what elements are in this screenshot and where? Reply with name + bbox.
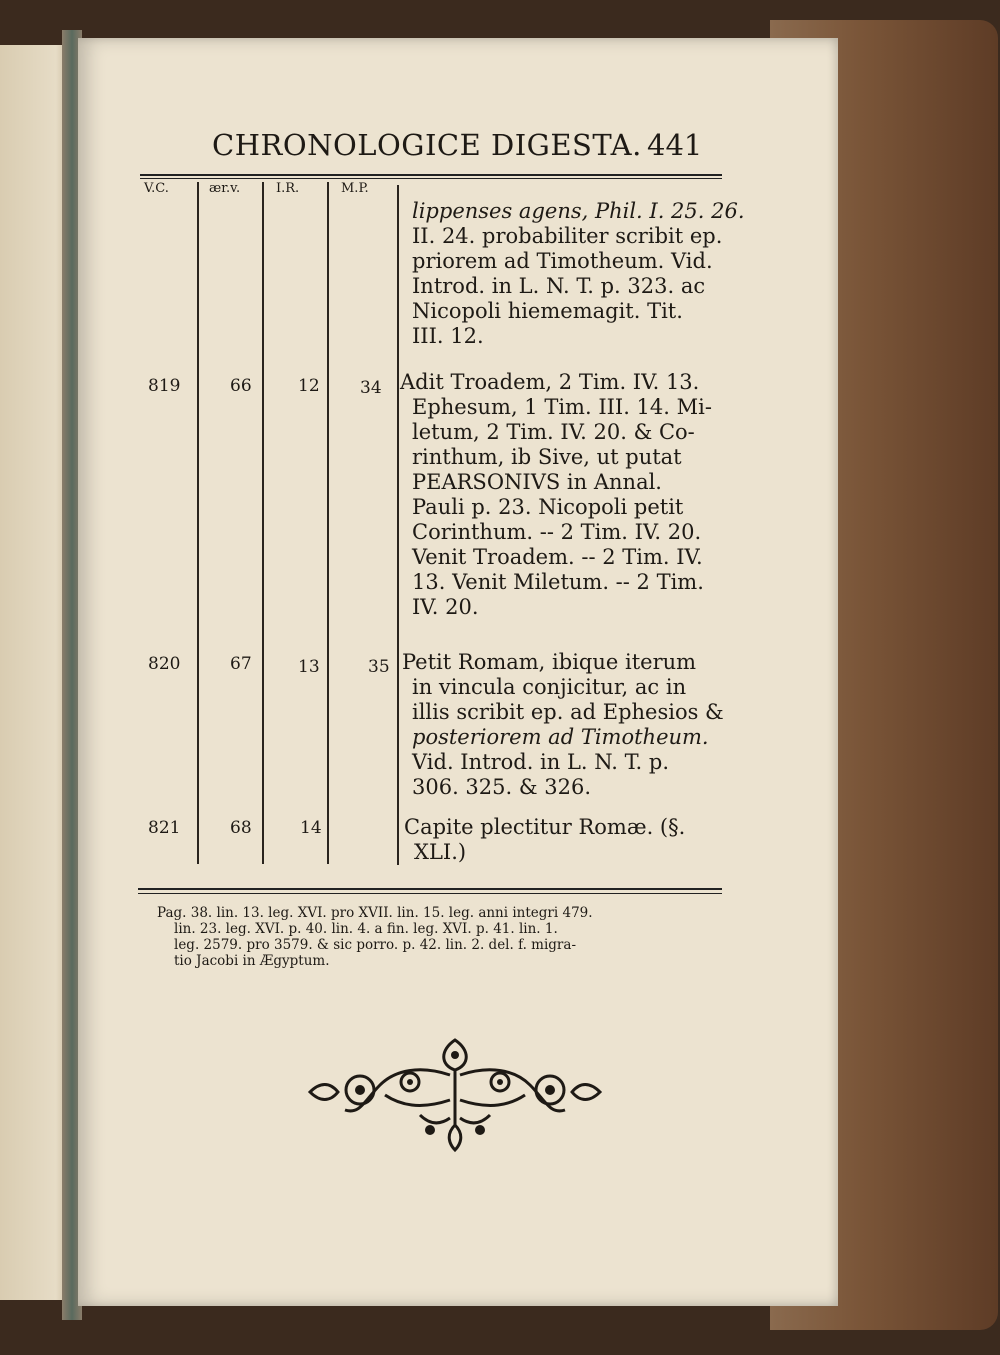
year-ir: 14 [300,818,322,838]
year-aer: 68 [230,818,252,838]
column-header-aer: ær.v. [209,181,241,196]
column-header-ir: I.R. [276,181,300,196]
floral-tailpiece-icon [300,1030,610,1160]
year-mp: 34 [360,378,382,398]
entry-text-line: II. 24. probabiliter scribit ep. [412,224,723,248]
year-vc: 819 [148,376,181,396]
entry-text-line: rinthum, ib Sive, ut putat [412,445,682,469]
entry-text-line: posteriorem ad Timotheum. [412,725,709,749]
entry-text-line: Introd. in L. N. T. p. 323. ac [412,274,706,298]
entry-text-line: 306. 325. & 326. [412,775,591,799]
footnote-rule-thin [138,893,722,894]
entry-text-line: Capite plectitur Romæ. (§. [404,815,686,839]
column-divider [262,182,264,864]
entry-text-line: XLI.) [414,840,467,864]
year-ir: 12 [298,376,320,396]
year-mp: 35 [368,657,390,677]
year-aer: 66 [230,376,252,396]
entry-text-line: lippenses agens, Phil. I. 25. 26. [412,199,745,223]
footnote-rule [138,888,722,890]
footnote-line: leg. 2579. pro 3579. & sic porro. p. 42. lin. 2. del. f. migra- [174,937,577,953]
footnote-line: Pag. 38. lin. 13. leg. XVI. pro XVII. lin. 15. leg. anni integri 479. [157,905,593,921]
entry-text-line: Adit Troadem, 2 Tim. IV. 13. [400,370,700,394]
entry-text-line: 13. Venit Miletum. -- 2 Tim. [412,570,704,594]
column-header-mp: M.P. [341,181,369,196]
page-number: 441 [647,128,703,162]
entry-text-line: Venit Troadem. -- 2 Tim. IV. [412,545,703,569]
entry-text-line: in vincula conjicitur, ac in [412,675,687,699]
entry-text-line: PEARSONIVS in Annal. [412,470,662,494]
header-rule-thin [140,178,722,179]
entry-text-line: IV. 20. [412,595,479,619]
column-header-vc: V.C. [144,181,169,196]
running-title: CHRONOLOGICE DIGESTA. [212,128,642,162]
footnote-line: lin. 23. leg. XVI. p. 40. lin. 4. a fin. leg. XVI. p. 41. lin. 1. [174,921,558,937]
footnote-line: tio Jacobi in Ægyptum. [174,953,330,969]
year-vc: 820 [148,654,181,674]
left-page-edge [0,45,70,1300]
entry-text-line: Ephesum, 1 Tim. III. 14. Mi- [412,395,712,419]
header-rule [140,174,722,176]
entry-text-line: Vid. Introd. in L. N. T. p. [412,750,670,774]
year-aer: 67 [230,654,252,674]
entry-text-line: Pauli p. 23. Nicopoli petit [412,495,684,519]
entry-text-line: Petit Romam, ibique iterum [402,650,697,674]
entry-text-line: illis scribit ep. ad Ephesios & [412,700,724,724]
column-divider [327,182,329,864]
year-vc: 821 [148,818,181,838]
column-divider [197,182,199,864]
entry-text-line: III. 12. [412,324,484,348]
entry-text-line: letum, 2 Tim. IV. 20. & Co- [412,420,695,444]
column-divider [397,185,399,865]
year-ir: 13 [298,657,320,677]
entry-text-line: priorem ad Timotheum. Vid. [412,249,713,273]
entry-text-line: Nicopoli hiememagit. Tit. [412,299,683,323]
entry-text-line: Corinthum. -- 2 Tim. IV. 20. [412,520,702,544]
